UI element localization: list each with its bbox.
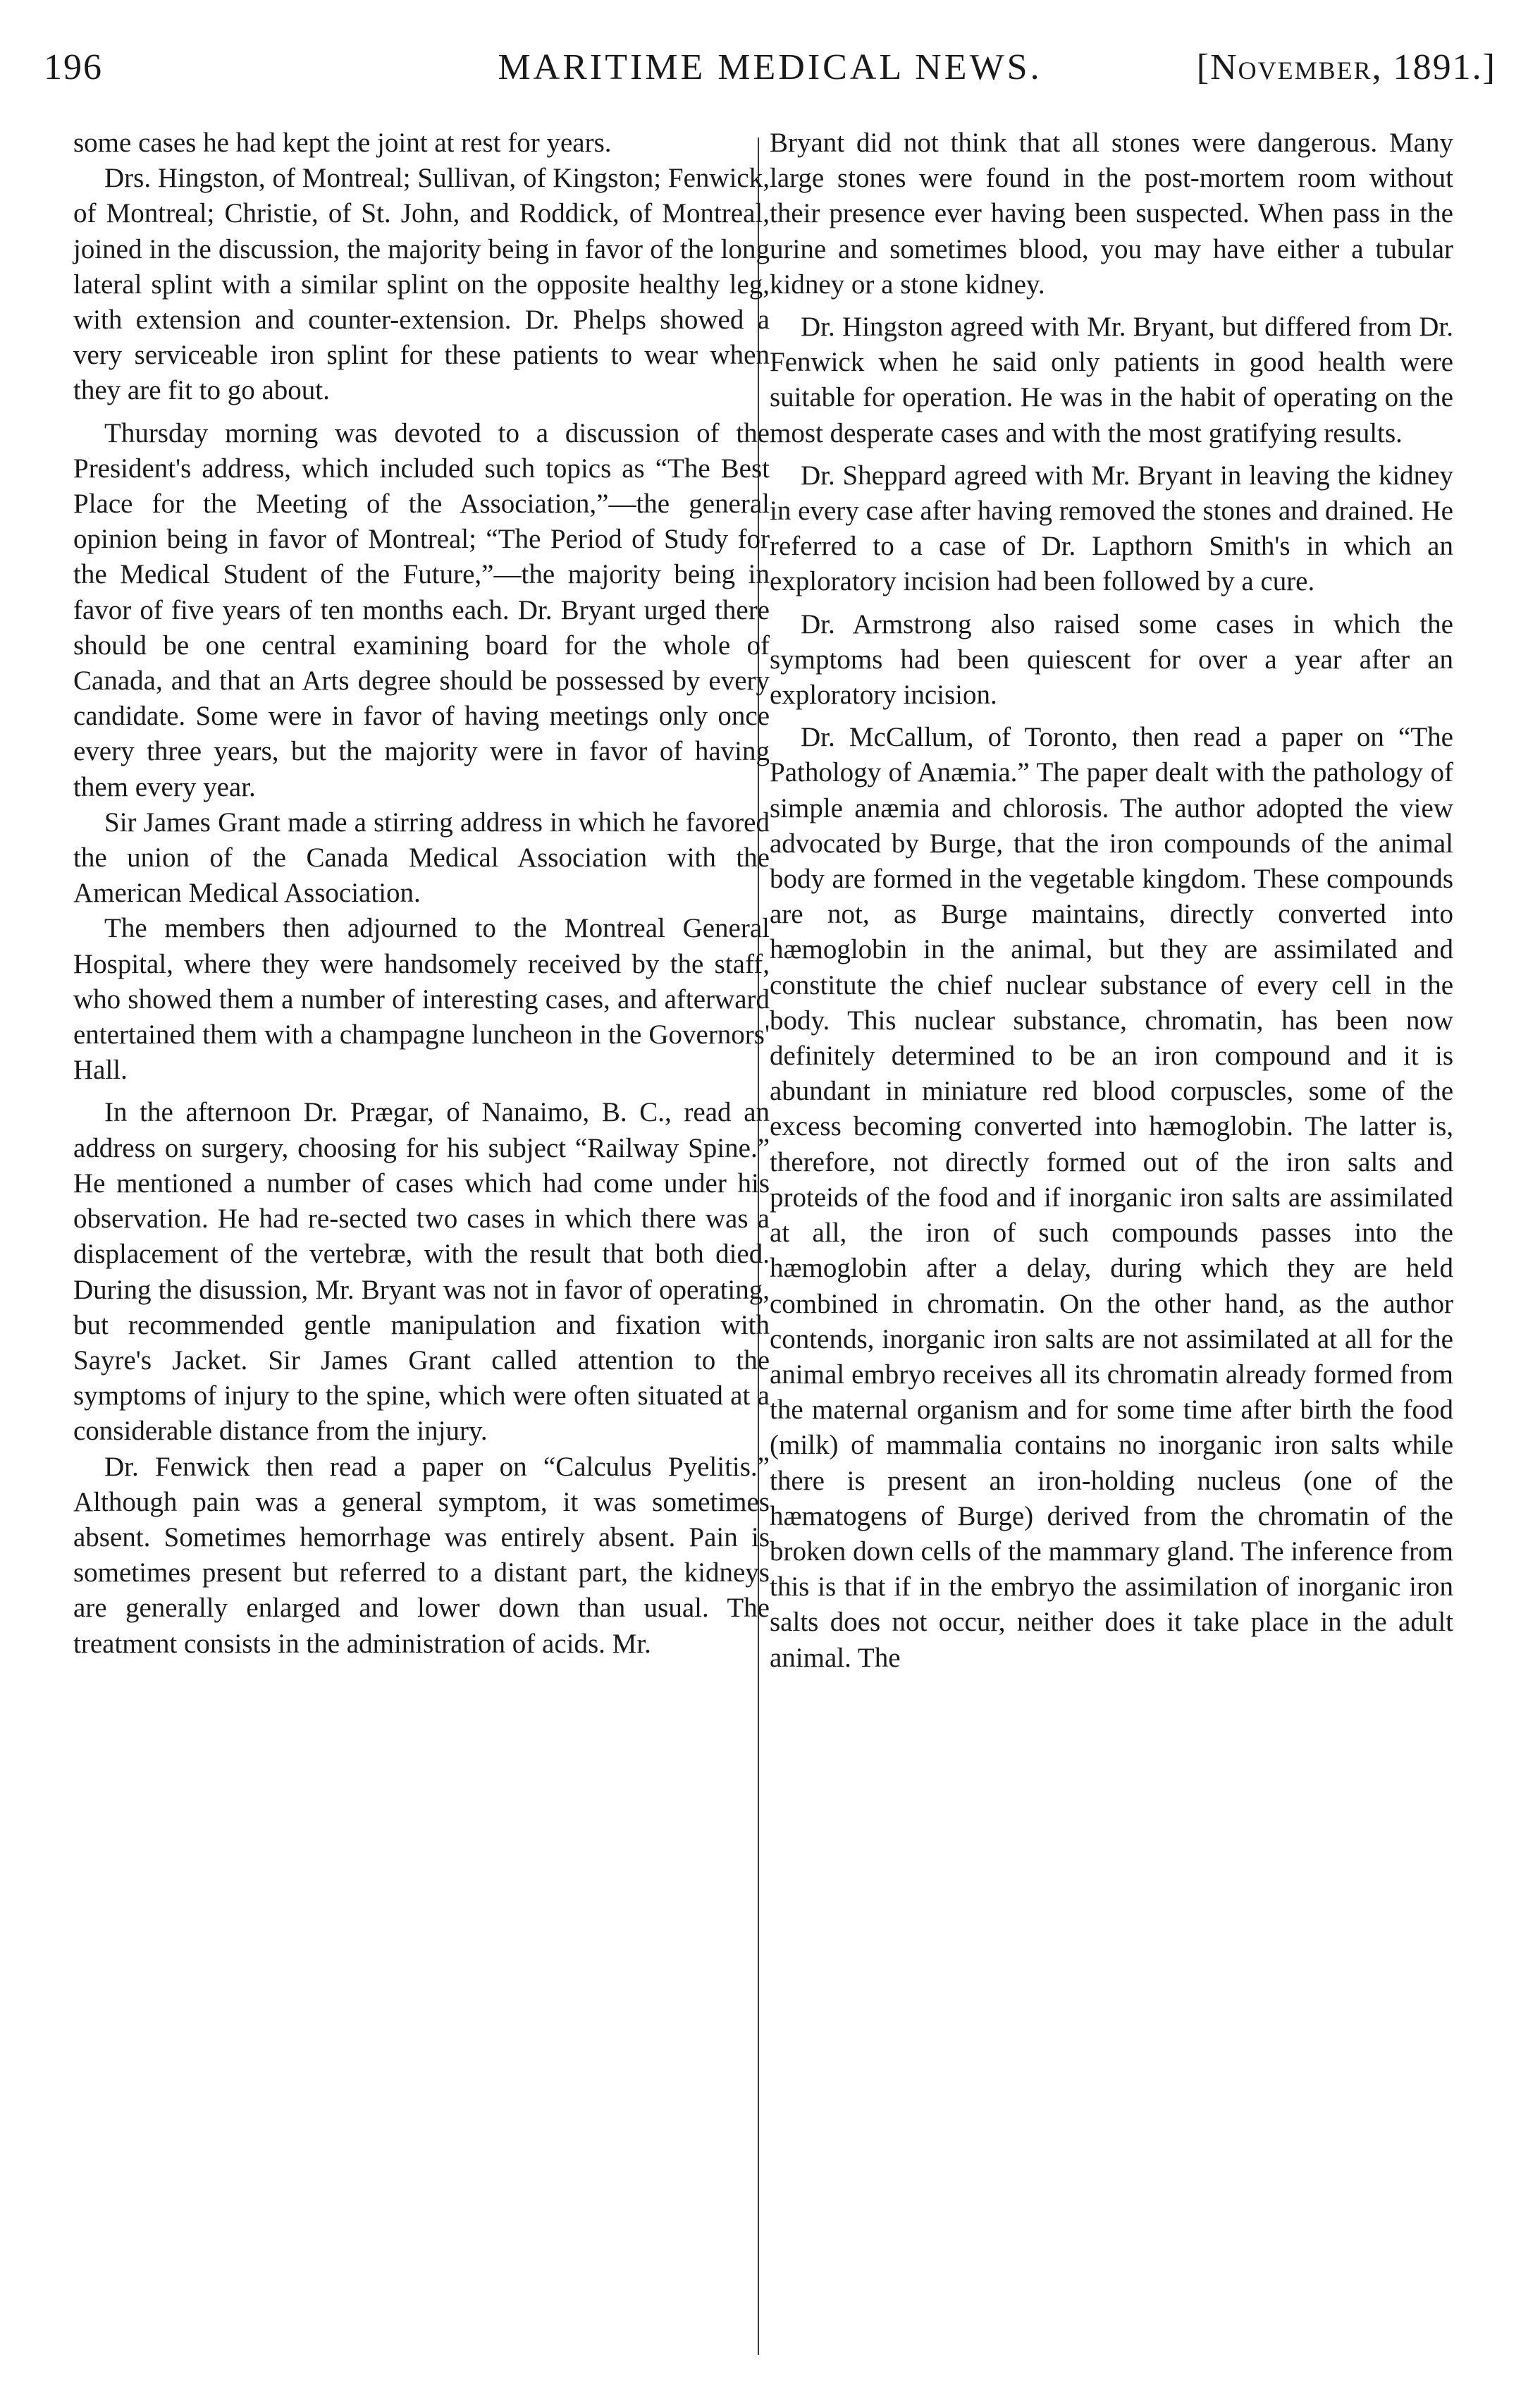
paragraph: Dr. Armstrong also raised some cases in which the symptoms had been quiescent for over a year after an exploratory incision.	[770, 608, 1453, 711]
paragraph: In the afternoon Dr. Prægar, of Nanaimo, B. C., read an address on surgery, choosing for his subject “Railway Spine.” He mentioned a number of cases which had come under his observation. He had re-sected two cases in which there was a displacement of the vertebræ, with the result that both died. During the disussion, Mr. Bryant was not in favor of operating, but recommended gentle manipulation and fixation with Sayre's Jacket. Sir James Grant called attention to the symptoms of injury to the spine, which were often situated at a considerable distance from the injury.	[73, 1097, 770, 1447]
paragraph: some cases he had kept the joint at rest for years.	[73, 128, 612, 158]
paragraph: The members then adjourned to the Montreal General Hospital, where they were handsomely received by the staff, who showed them a number of interesting cases, and afterward entertained them with a champagne luncheon in the Governors' Hall.	[73, 913, 770, 1086]
running-header	[44, 39, 1496, 96]
paragraph: Dr. Hingston agreed with Mr. Bryant, but differed from Dr. Fenwick when he said only patients in good health were suitable for operation. He was in the habit of operating on the most desperate cases and with the most gratifying results.	[770, 312, 1453, 448]
issue-date: [November, 1891.]	[1196, 47, 1496, 87]
paragraph: Drs. Hingston, of Montreal; Sullivan, of Kingston; Fenwick, of Montreal; Christie, of St. John, and Roddick, of Montreal, joined in the discussion, the majority being in favor of the long lateral splint with a similar splint on the opposite healthy leg, with extension and counter-extension. Dr. Phelps showed a very serviceable iron splint for these patients to wear when they are fit to go about.	[73, 163, 770, 406]
page-number: 196	[44, 47, 103, 87]
paragraph: Dr. Fenwick then read a paper on “Calculus Pyelitis.” Although pain was a general symptom, it was sometimes absent. Sometimes hemorrhage was entirely absent. Pain is sometimes present but referred to a distant part, the kidneys are generally enlarged and lower down than usual. The treatment consists in the administration of acids. Mr.	[73, 1451, 770, 1659]
paragraph: Thursday morning was devoted to a discussion of the President's address, which included such topics as “The Best Place for the Meeting of the Association,”—the general opinion being in favor of Montreal; “The Period of Study for the Medical Student of the Future,”—the majority being in favor of five years of ten months each. Dr. Bryant urged there should be one central examining board for the whole of Canada, and that an Arts degree should be possessed by every candidate. Some were in favor of having meetings only once every three years, but the majority were in favor of having them every year.	[73, 417, 770, 802]
paragraph: Dr. McCallum, of Toronto, then read a paper on “The Pathology of Anæmia.” The paper dealt with the pathology of simple anæmia and chlorosis. The author adopted the view advocated by Burge, that the iron compounds of the animal body are formed in the vegetable kingdom. These compounds are not, as Burge maintains, directly converted into hæmoglobin in the animal, but they are assimilated and constitute the chief nuclear substance of every cell in the body. This nuclear substance, chromatin, has been now definitely determined to be an iron compound and it is abundant in miniature red blood corpuscles, some of the excess becoming converted into hæmoglobin. The latter is, therefore, not directly formed out of the iron salts and proteids of the food and if inorganic iron salts are assimilated at all, the iron of such compounds passes into the hæmoglobin after a delay, during which they are held combined in chromatin. On the other hand, as the author contends, inorganic iron salts are not assimilated at all for the animal embryo receives all its chromatin already formed from the maternal organism and for some time after birth the food (milk) of mammalia contains no inorganic iron salts while there is present an iron-holding nucleus (one of the hæmatogens of Burge) derived from the chromatin of the broken down cells of the mammary gland. The inference from this is that if in the embryo the assimilation of inorganic iron salts does not occur, neither does it take place in the adult animal. The	[770, 722, 1453, 1673]
right-column	[770, 125, 1453, 1676]
paragraph: Bryant did not think that all stones were dangerous. Many large stones were found in the post-mortem room without their presence ever having been suspected. When pass in the urine and sometimes blood, you may have either a tubular kidney or a stone kidney.	[770, 128, 1453, 300]
paragraph: Dr. Sheppard agreed with Mr. Bryant in leaving the kidney in every case after having removed the stones and drained. He referred to a case of Dr. Lapthorn Smith's in which an exploratory incision had been followed by a cure.	[770, 460, 1453, 597]
left-column	[73, 125, 770, 1662]
paragraph: Sir James Grant made a stirring address in which he favored the union of the Canada Medical Association with the American Medical Association.	[73, 807, 770, 909]
journal-title: MARITIME MEDICAL NEWS.	[498, 47, 1042, 87]
